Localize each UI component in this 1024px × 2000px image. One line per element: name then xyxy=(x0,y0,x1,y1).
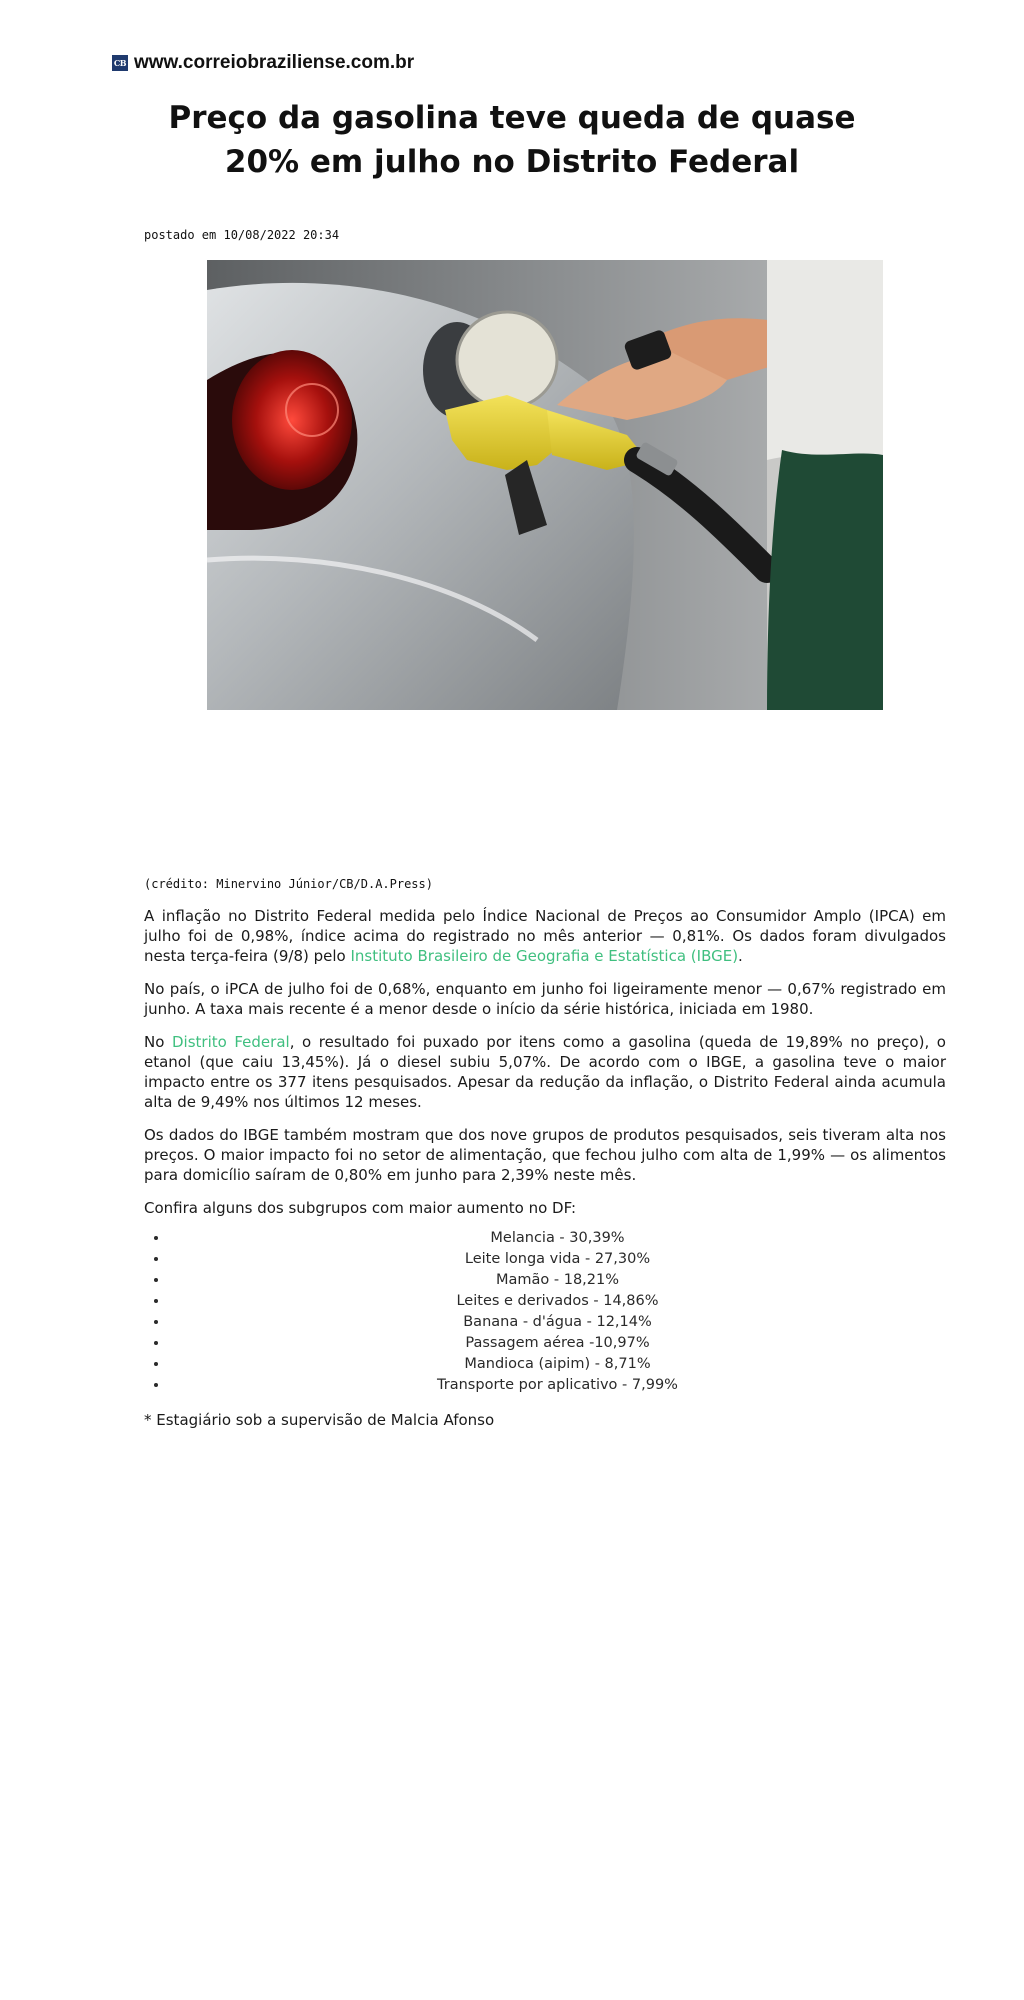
list-item: • Transporte por aplicativo - 7,99% xyxy=(169,1375,946,1396)
list-intro: Confira alguns dos subgrupos com maior aumento no DF: xyxy=(144,1199,577,1217)
list-item: • Mandioca (aipim) - 8,71% xyxy=(169,1354,946,1375)
article-body xyxy=(144,906,946,1443)
paragraph-4: Os dados do IBGE também mostram que dos nove grupos de produtos pesquisados, seis tiveram alta nos preços. O maior impacto foi no setor de alimentação, que fechou julho com alta de 1,99% — os alimentos para domicílio saíram de 0,80% em junho para 2,39% neste mês. xyxy=(144,1126,946,1184)
footer-note: * Estagiário sob a supervisão de Malcia Afonso xyxy=(144,1411,495,1429)
list-item: • Melancia - 30,39% xyxy=(169,1228,946,1249)
list-item: • Mamão - 18,21% xyxy=(169,1270,946,1291)
subgroups-list xyxy=(144,1228,946,1396)
paragraph-1-text-after: . xyxy=(738,947,743,965)
list-item: • Leites e derivados - 14,86% xyxy=(169,1291,946,1312)
fuel-pump-photo-icon xyxy=(207,260,883,710)
site-logo-icon: CB xyxy=(112,55,128,71)
site-url[interactable]: www.correiobraziliense.com.br xyxy=(134,52,415,73)
article-hero-image xyxy=(207,260,883,710)
paragraph-1-text-before: A inflação no Distrito Federal medida pelo Índice Nacional de Preços ao Consumidor Amplo (IPCA) em julho foi de 0,98%, índice acima do registrado no mês anterior — 0,81%. Os dados foram divulgados nesta terça-feira (9/8) pelo xyxy=(144,907,946,965)
distrito-federal-link[interactable]: Distrito Federal xyxy=(171,1033,290,1051)
list-item: • Passagem aérea -10,97% xyxy=(169,1333,946,1354)
paragraph-2: No país, o iPCA de julho foi de 0,68%, enquanto em junho foi ligeiramente menor — 0,67% registrado em junho. A taxa mais recente é a menor desde o início da série histórica, iniciada em 1980. xyxy=(144,980,946,1018)
site-header xyxy=(112,52,414,74)
list-item: • Banana - d'água - 12,14% xyxy=(169,1312,946,1333)
list-item: • Leite longa vida - 27,30% xyxy=(169,1249,946,1270)
paragraph-3-text-after: , o resultado foi puxado por itens como a gasolina (queda de 19,89% no preço), o etanol (que caiu 13,45%). Já o diesel subiu 5,07%. De acordo com o IBGE, a gasolina teve o maior impacto entre os 377 itens pesquisados. Apesar da redução da inflação, o Distrito Federal ainda acumula alta de 9,49% nos últimos 12 meses. xyxy=(144,1033,946,1111)
ibge-link[interactable]: Instituto Brasileiro de Geografia e Estatística (IBGE) xyxy=(350,947,739,965)
posted-date: postado em 10/08/2022 20:34 xyxy=(144,228,340,242)
image-credit: (crédito: Minervino Júnior/CB/D.A.Press) xyxy=(144,877,433,891)
article-title: Preço da gasolina teve queda de quase 20% em julho no Distrito Federal xyxy=(168,100,856,180)
paragraph-3-text-before: No xyxy=(144,1033,172,1051)
paragraph-1 xyxy=(144,906,946,966)
paragraph-3 xyxy=(144,1032,946,1112)
